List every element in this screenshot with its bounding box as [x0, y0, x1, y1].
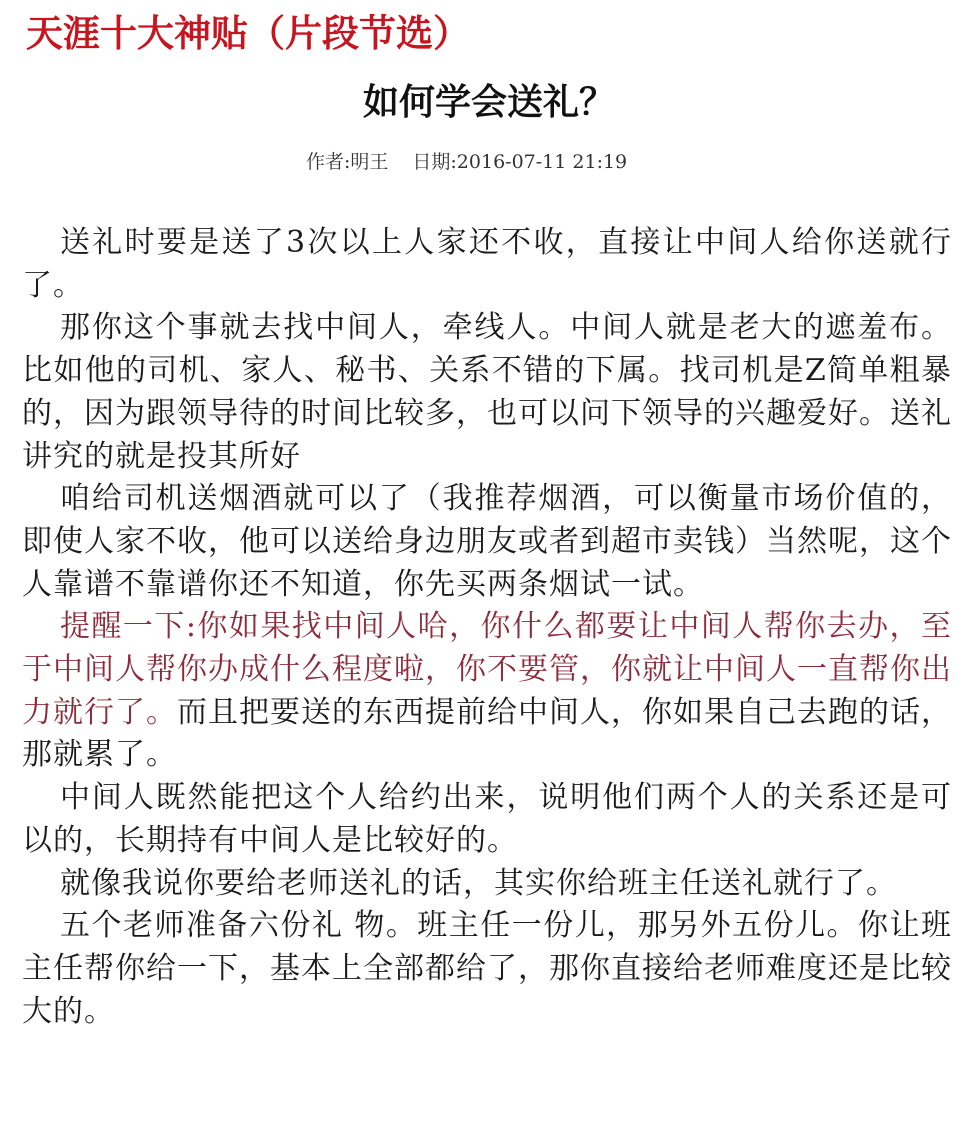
paragraph-text: 那你这个事就去找中间人，牵线人。中间人就是老大的遮羞布。比如他的司机、家人、秘书、关系不错的下属。找司机是Z简单粗暴的，因为跟领导待的时间比较多，也可以问下领导的兴趣爱好。送礼讲究的就是投其所好	[22, 310, 952, 474]
paragraph-6	[22, 863, 952, 906]
paragraph-text: 就像我说你要给老师送礼的话，其实你给班主任送礼就行了。	[60, 865, 897, 901]
paragraph-4	[22, 606, 952, 777]
date-label: 日期:2016-07-11 21:19	[412, 151, 628, 173]
series-title: 天涯十大神贴（片段节选）	[26, 12, 470, 55]
paragraph-text: 而且把要送的东西提前给中间人，你如果自己去跑的话，那就累了。	[22, 694, 952, 773]
article-meta	[306, 148, 627, 176]
paragraph-7	[22, 905, 952, 1033]
paragraph-2	[22, 307, 952, 478]
paragraph-text: 五个老师准备六份礼 物。班主任一份儿，那另外五份儿。你让班主任帮你给一下，基本上全部都给了，那你直接给老师难度还是比较大的。	[22, 908, 952, 1029]
reminder-highlight: 提醒一下:你如果找中间人哈，你什么都要让中间人帮你去办，至于中间人帮你办成什么程度啦，你不要管，你就让中间人一直帮你出力就行了。	[22, 609, 952, 730]
paragraph-5	[22, 777, 952, 862]
article-title: 如何学会送礼？	[362, 82, 615, 123]
paragraph-1	[22, 222, 952, 307]
paragraph-text: 送礼时要是送了3次以上人家还不收，直接让中间人给你送就行了。	[22, 225, 952, 303]
article-body	[22, 222, 952, 1033]
paragraph-text: 中间人既然能把这个人给约出来，说明他们两个人的关系还是可以的，长期持有中间人是比较好的。	[22, 780, 952, 858]
paragraph-3	[22, 478, 952, 606]
author-label: 作者:明王	[306, 151, 389, 173]
paragraph-text: 咱给司机送烟酒就可以了（我推荐烟酒，可以衡量市场价值的，即使人家不收，他可以送给身边朋友或者到超市卖钱）当然呢，这个人靠谱不靠谱你还不知道，你先买两条烟试一试。	[22, 481, 952, 602]
